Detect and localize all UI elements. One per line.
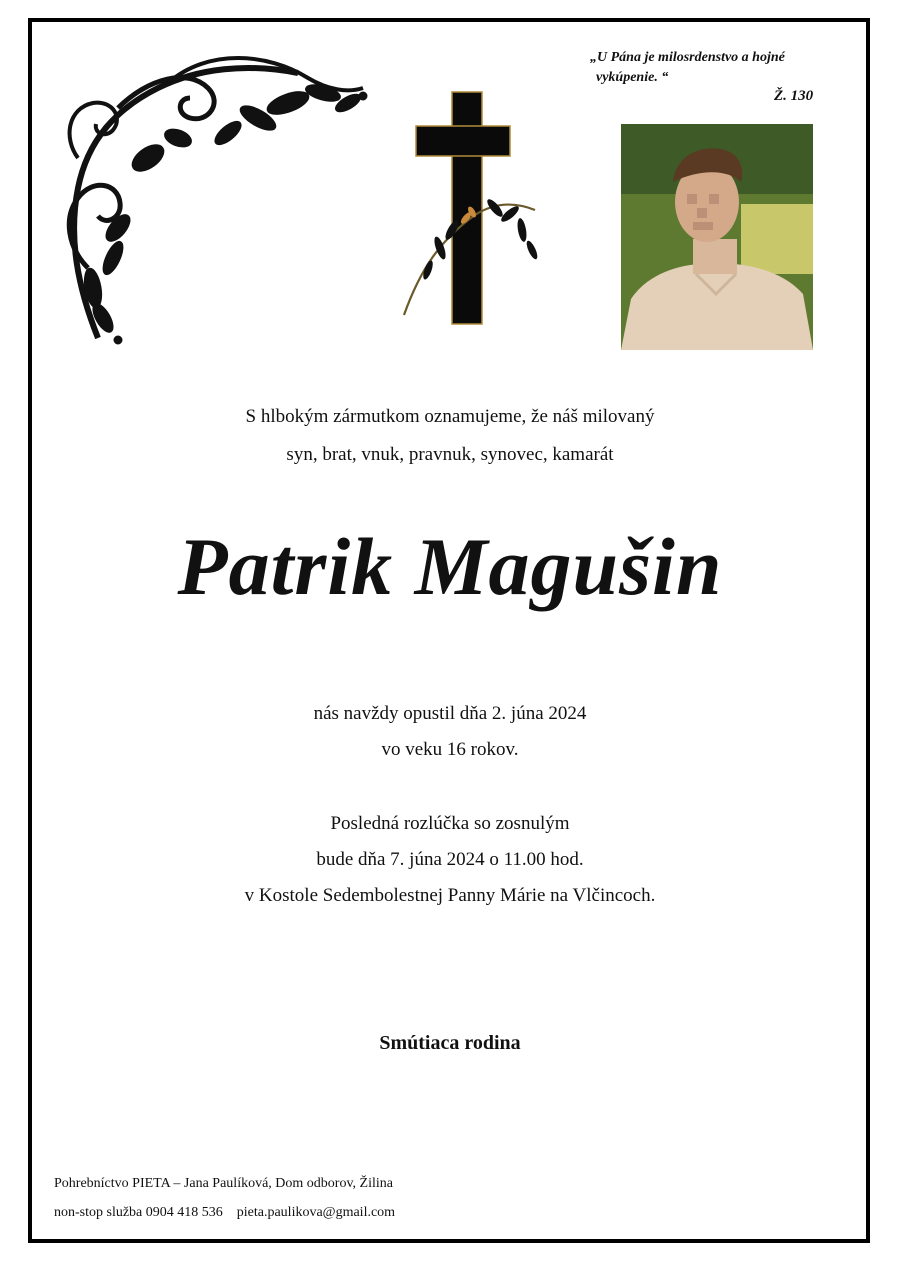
farewell-location-line: v Kostole Sedembolestnej Panny Márie na Vlčincoch.	[244, 885, 656, 906]
portrait-photo	[621, 124, 813, 350]
funeral-home-line: Pohrebníctvo PIETA – Jana Paulíková, Dom odborov, Žilina	[54, 1176, 393, 1191]
floral-ornament-icon	[58, 48, 378, 348]
death-date-line: nás navždy opustil dňa 2. júna 2024	[313, 703, 587, 724]
deceased-name: Patrik Magušin	[177, 521, 723, 612]
quote-reference: Ž. 130	[774, 88, 814, 104]
age-line: vo veku 16 rokov.	[381, 739, 519, 760]
announcement-line-2: syn, brat, vnuk, pravnuk, synovec, kamarát	[286, 444, 614, 465]
closing-signature: Smútiaca rodina	[379, 1032, 521, 1054]
portrait-image-icon	[621, 124, 813, 350]
announcement-line-1: S hlbokým zármutkom oznamujeme, že náš milovaný	[245, 406, 655, 427]
contact-line: non-stop služba 0904 418 536 pieta.paulikova@gmail.com	[54, 1205, 396, 1220]
farewell-date-line: bude dňa 7. júna 2024 o 11.00 hod.	[316, 849, 584, 870]
quote-line-1: „U Pána je milosrdenstvo a hojné	[590, 50, 785, 65]
quote-line-2: vykúpenie. “	[596, 70, 669, 85]
bible-quote	[590, 48, 840, 88]
cross-icon	[400, 90, 550, 330]
farewell-line-1: Posledná rozlúčka so zosnulým	[330, 813, 570, 834]
